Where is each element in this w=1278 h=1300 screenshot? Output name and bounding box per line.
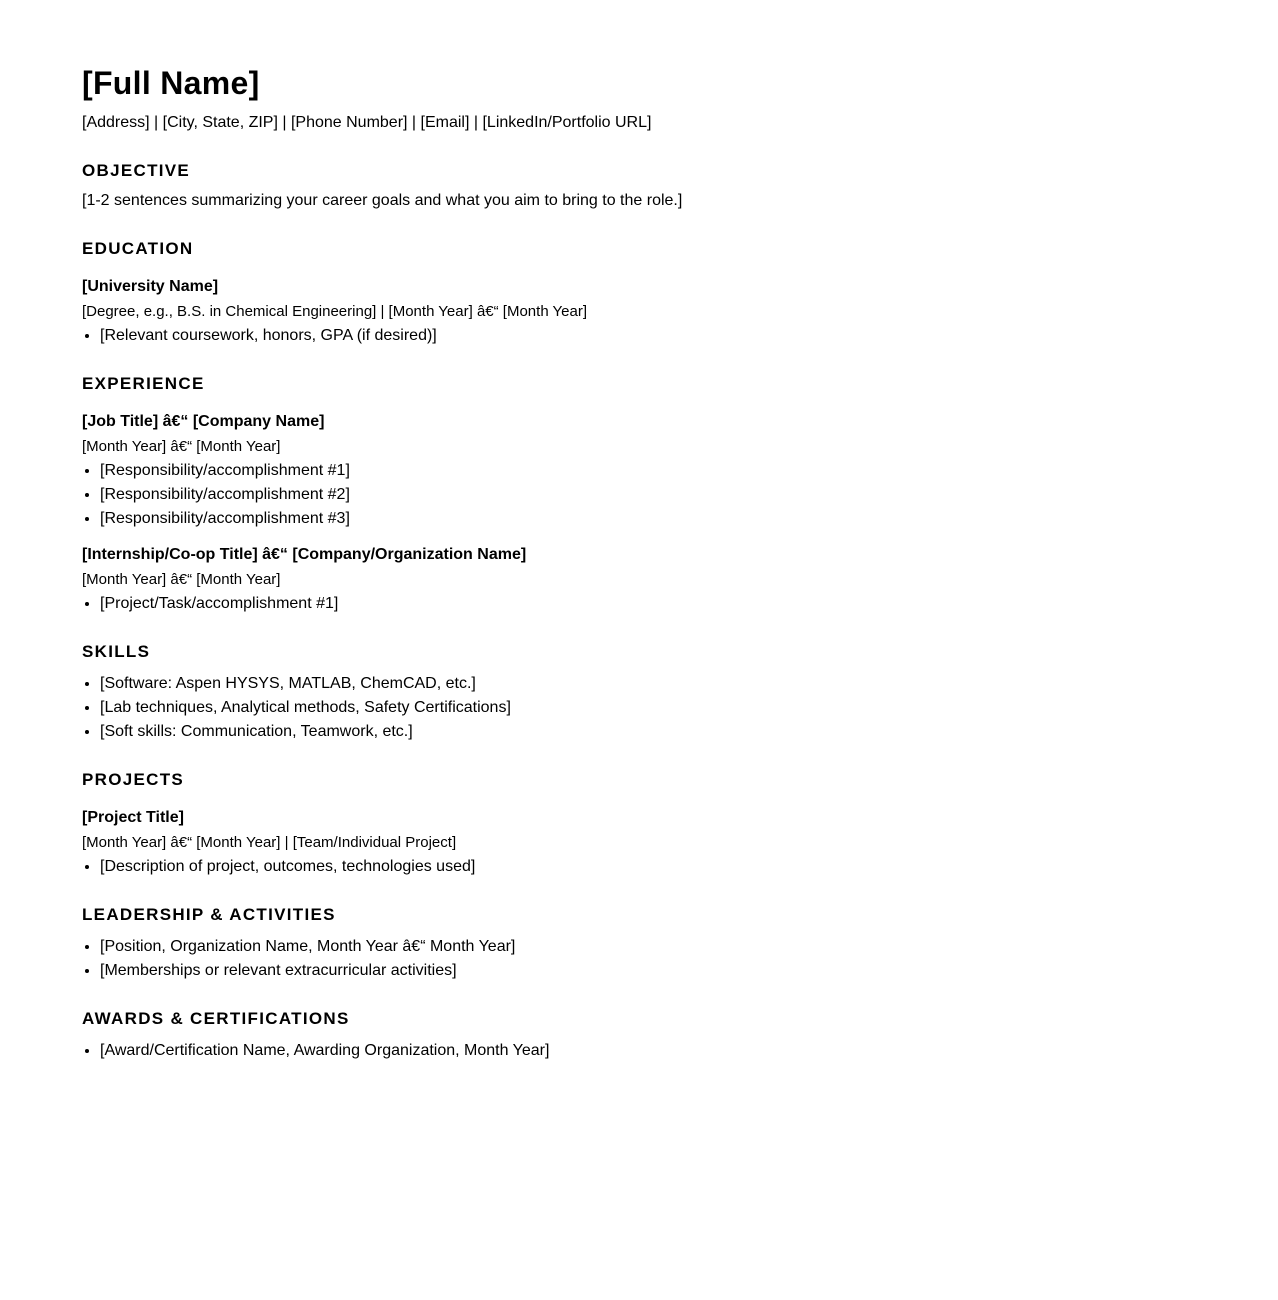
project-title: [Project Title] — [82, 809, 184, 826]
list-item: • [Soft skills: Communication, Teamwork, etc.] — [100, 720, 1182, 744]
job-title-company: [Job Title] â€“ [Company Name] — [82, 413, 325, 430]
section-title-projects: PROJECTS — [82, 770, 185, 789]
section-title-education: EDUCATION — [82, 239, 194, 258]
list-item: • [Description of project, outcomes, technologies used] — [100, 855, 1182, 879]
project-dates: [Month Year] â€“ [Month Year] | [Team/Individual Project] — [82, 834, 457, 851]
list-item: • [Responsibility/accomplishment #3] — [100, 507, 1182, 531]
experience-entry-job — [82, 410, 1182, 531]
section-experience — [82, 371, 1182, 616]
full-name: [Full Name] — [82, 65, 260, 101]
section-title-awards: AWARDS & CERTIFICATIONS — [82, 1009, 350, 1028]
job-dates: [Month Year] â€“ [Month Year] — [82, 438, 281, 455]
section-education — [82, 236, 1182, 348]
project-entry — [82, 806, 1182, 879]
objective-text: [1-2 sentences summarizing your career goals and what you aim to bring to the role.] — [82, 192, 683, 209]
list-item: • [Relevant coursework, honors, GPA (if desired)] — [100, 324, 1182, 348]
section-title-objective: OBJECTIVE — [82, 161, 191, 180]
internship-bullets — [82, 592, 1182, 616]
contact-line: [Address] | [City, State, ZIP] | [Phone Number] | [Email] | [LinkedIn/Portfolio URL] — [82, 114, 652, 131]
skills-bullets — [82, 672, 1182, 744]
list-item: • [Lab techniques, Analytical methods, Safety Certifications] — [100, 696, 1182, 720]
education-bullets — [82, 324, 1182, 348]
resume-document — [82, 62, 1182, 1063]
job-bullets — [82, 459, 1182, 531]
leadership-bullets — [82, 935, 1182, 983]
list-item: • [Memberships or relevant extracurricular activities] — [100, 959, 1182, 983]
project-bullets — [82, 855, 1182, 879]
list-item: • [Software: Aspen HYSYS, MATLAB, ChemCAD, etc.] — [100, 672, 1182, 696]
university-name: [University Name] — [82, 278, 219, 295]
section-title-experience: EXPERIENCE — [82, 374, 205, 393]
internship-title-company: [Internship/Co-op Title] â€“ [Company/Organization Name] — [82, 546, 527, 563]
section-title-skills: SKILLS — [82, 642, 151, 661]
awards-bullets — [82, 1039, 1182, 1063]
experience-entry-internship — [82, 543, 1182, 616]
section-leadership — [82, 902, 1182, 983]
list-item: • [Responsibility/accomplishment #2] — [100, 483, 1182, 507]
section-title-leadership: LEADERSHIP & ACTIVITIES — [82, 905, 336, 924]
section-objective — [82, 158, 1182, 213]
list-item: • [Award/Certification Name, Awarding Organization, Month Year] — [100, 1039, 1182, 1063]
internship-dates: [Month Year] â€“ [Month Year] — [82, 571, 281, 588]
degree-dates: [Degree, e.g., B.S. in Chemical Engineering] | [Month Year] â€“ [Month Year] — [82, 303, 588, 320]
list-item: • [Project/Task/accomplishment #1] — [100, 592, 1182, 616]
section-projects — [82, 767, 1182, 879]
list-item: • [Responsibility/accomplishment #1] — [100, 459, 1182, 483]
section-skills — [82, 639, 1182, 744]
education-entry — [82, 275, 1182, 348]
section-awards — [82, 1006, 1182, 1063]
list-item: • [Position, Organization Name, Month Year â€“ Month Year] — [100, 935, 1182, 959]
